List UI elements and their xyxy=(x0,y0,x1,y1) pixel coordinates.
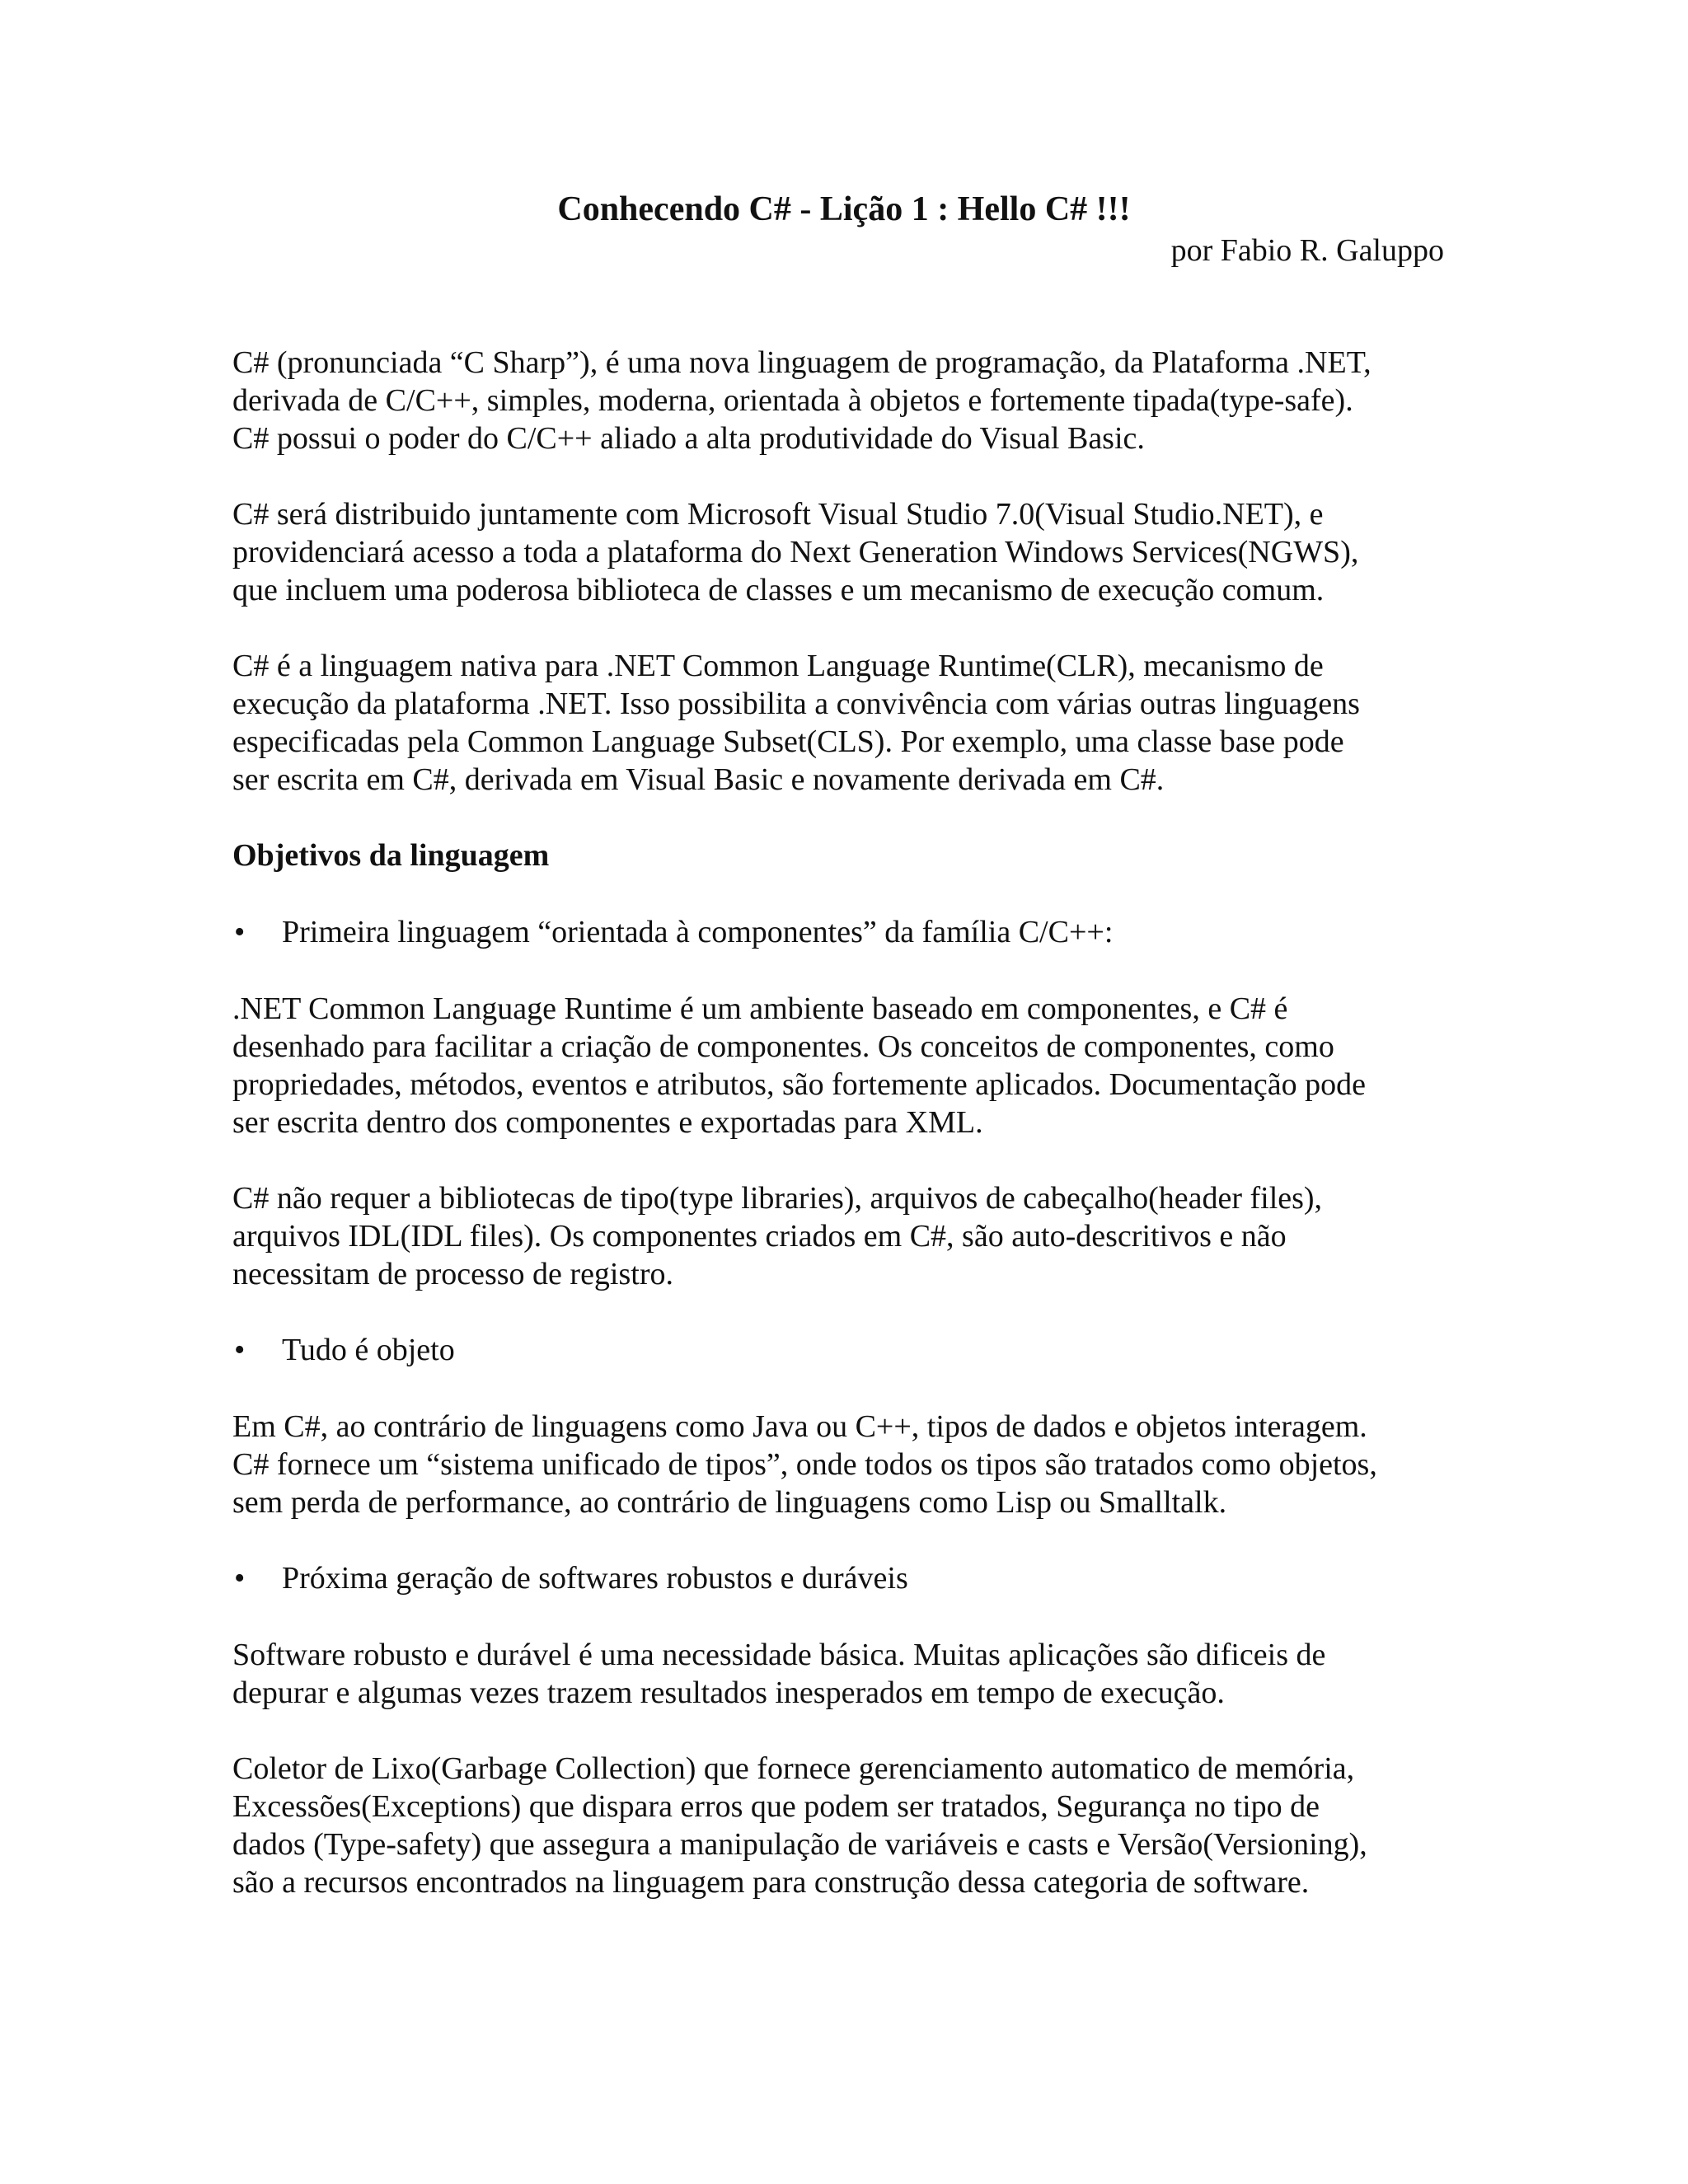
bullet-text: Tudo é objeto xyxy=(282,1333,455,1367)
paragraph xyxy=(232,344,1469,457)
bullet-text: Próxima geração de softwares robustos e duráveis xyxy=(282,1561,908,1596)
paragraph-line: Software robusto e durável é uma necessidade básica. Muitas aplicações são dificeis de xyxy=(232,1638,1326,1672)
paragraph xyxy=(232,647,1469,799)
paragraph-line: ser escrita dentro dos componentes e exportadas para XML. xyxy=(232,1105,983,1140)
paragraph xyxy=(232,1408,1469,1521)
paragraph-line: depurar e algumas vezes trazem resultados inesperados em tempo de execução. xyxy=(232,1675,1225,1710)
paragraph-line: C# (pronunciada “C Sharp”), é uma nova linguagem de programação, da Plataforma .NET, xyxy=(232,345,1372,380)
paragraph-line: execução da plataforma .NET. Isso possibilita a convivência com várias outras linguagens xyxy=(232,687,1360,721)
section-heading: Objetivos da linguagem xyxy=(232,838,550,873)
bullet-icon: • xyxy=(234,1561,246,1596)
paragraph-line: propriedades, métodos, eventos e atributos, são fortemente aplicados. Documentação pode xyxy=(232,1067,1366,1102)
paragraph-line: derivada de C/C++, simples, moderna, orientada à objetos e fortemente tipada(type-safe). xyxy=(232,383,1353,418)
bullet-text: Primeira linguagem “orientada à componentes” da família C/C++: xyxy=(282,915,1114,949)
paragraph-line: Excessões(Exceptions) que dispara erros que podem ser tratados, Segurança no tipo de xyxy=(232,1789,1320,1824)
bullet-item xyxy=(232,913,1469,951)
paragraph xyxy=(232,1636,1469,1712)
paragraph xyxy=(232,1179,1469,1293)
paragraph-line: que incluem uma poderosa biblioteca de classes e um mecanismo de execução comum. xyxy=(232,573,1325,607)
bullet-item xyxy=(232,1331,1469,1369)
paragraph xyxy=(232,495,1469,609)
paragraph-line: sem perda de performance, ao contrário de linguagens como Lisp ou Smalltalk. xyxy=(232,1485,1227,1520)
paragraph-line: são a recursos encontrados na linguagem para construção dessa categoria de software. xyxy=(232,1865,1310,1900)
paragraph-line: ser escrita em C#, derivada em Visual Basic e novamente derivada em C#. xyxy=(232,762,1165,797)
paragraph-line: desenhado para facilitar a criação de componentes. Os conceitos de componentes, como xyxy=(232,1029,1334,1064)
paragraph-line: providenciará acesso a toda a plataforma do Next Generation Windows Services(NGWS), xyxy=(232,535,1359,569)
paragraph-line: Coletor de Lixo(Garbage Collection) que fornece gerenciamento automatico de memória, xyxy=(232,1751,1355,1786)
bullet-icon: • xyxy=(234,915,246,949)
bullet-item xyxy=(232,1559,1469,1597)
paragraph xyxy=(232,1750,1469,1901)
paragraph-line: C# fornece um “sistema unificado de tipos”, onde todos os tipos são tratados como objetos, xyxy=(232,1447,1377,1482)
paragraph-line: C# é a linguagem nativa para .NET Common Language Runtime(CLR), mecanismo de xyxy=(232,649,1324,683)
paragraph-line: C# não requer a bibliotecas de tipo(type libraries), arquivos de cabeçalho(header files), xyxy=(232,1181,1323,1216)
paragraph-line: dados (Type-safety) que assegura a manipulação de variáveis e casts e Versão(Versioning), xyxy=(232,1827,1367,1862)
page-title: Conhecendo C# - Lição 1 : Hello C# !!! xyxy=(557,190,1131,228)
author-byline: por Fabio R. Galuppo xyxy=(1170,233,1444,268)
bullet-icon: • xyxy=(234,1333,246,1367)
paragraph-line: C# possui o poder do C/C++ aliado a alta produtividade do Visual Basic. xyxy=(232,421,1145,456)
paragraph-line: Em C#, ao contrário de linguagens como Java ou C++, tipos de dados e objetos interagem. xyxy=(232,1409,1367,1444)
paragraph-line: necessitam de processo de registro. xyxy=(232,1257,673,1291)
paragraph-line: C# será distribuido juntamente com Microsoft Visual Studio 7.0(Visual Studio.NET), e xyxy=(232,497,1324,532)
paragraph xyxy=(232,990,1469,1141)
document-body xyxy=(232,344,1469,1939)
paragraph-line: arquivos IDL(IDL files). Os componentes criados em C#, são auto-descritivos e não xyxy=(232,1219,1287,1254)
paragraph-line: especificadas pela Common Language Subset(CLS). Por exemplo, uma classe base pode xyxy=(232,724,1344,759)
paragraph-line: .NET Common Language Runtime é um ambiente baseado em componentes, e C# é xyxy=(232,991,1288,1026)
